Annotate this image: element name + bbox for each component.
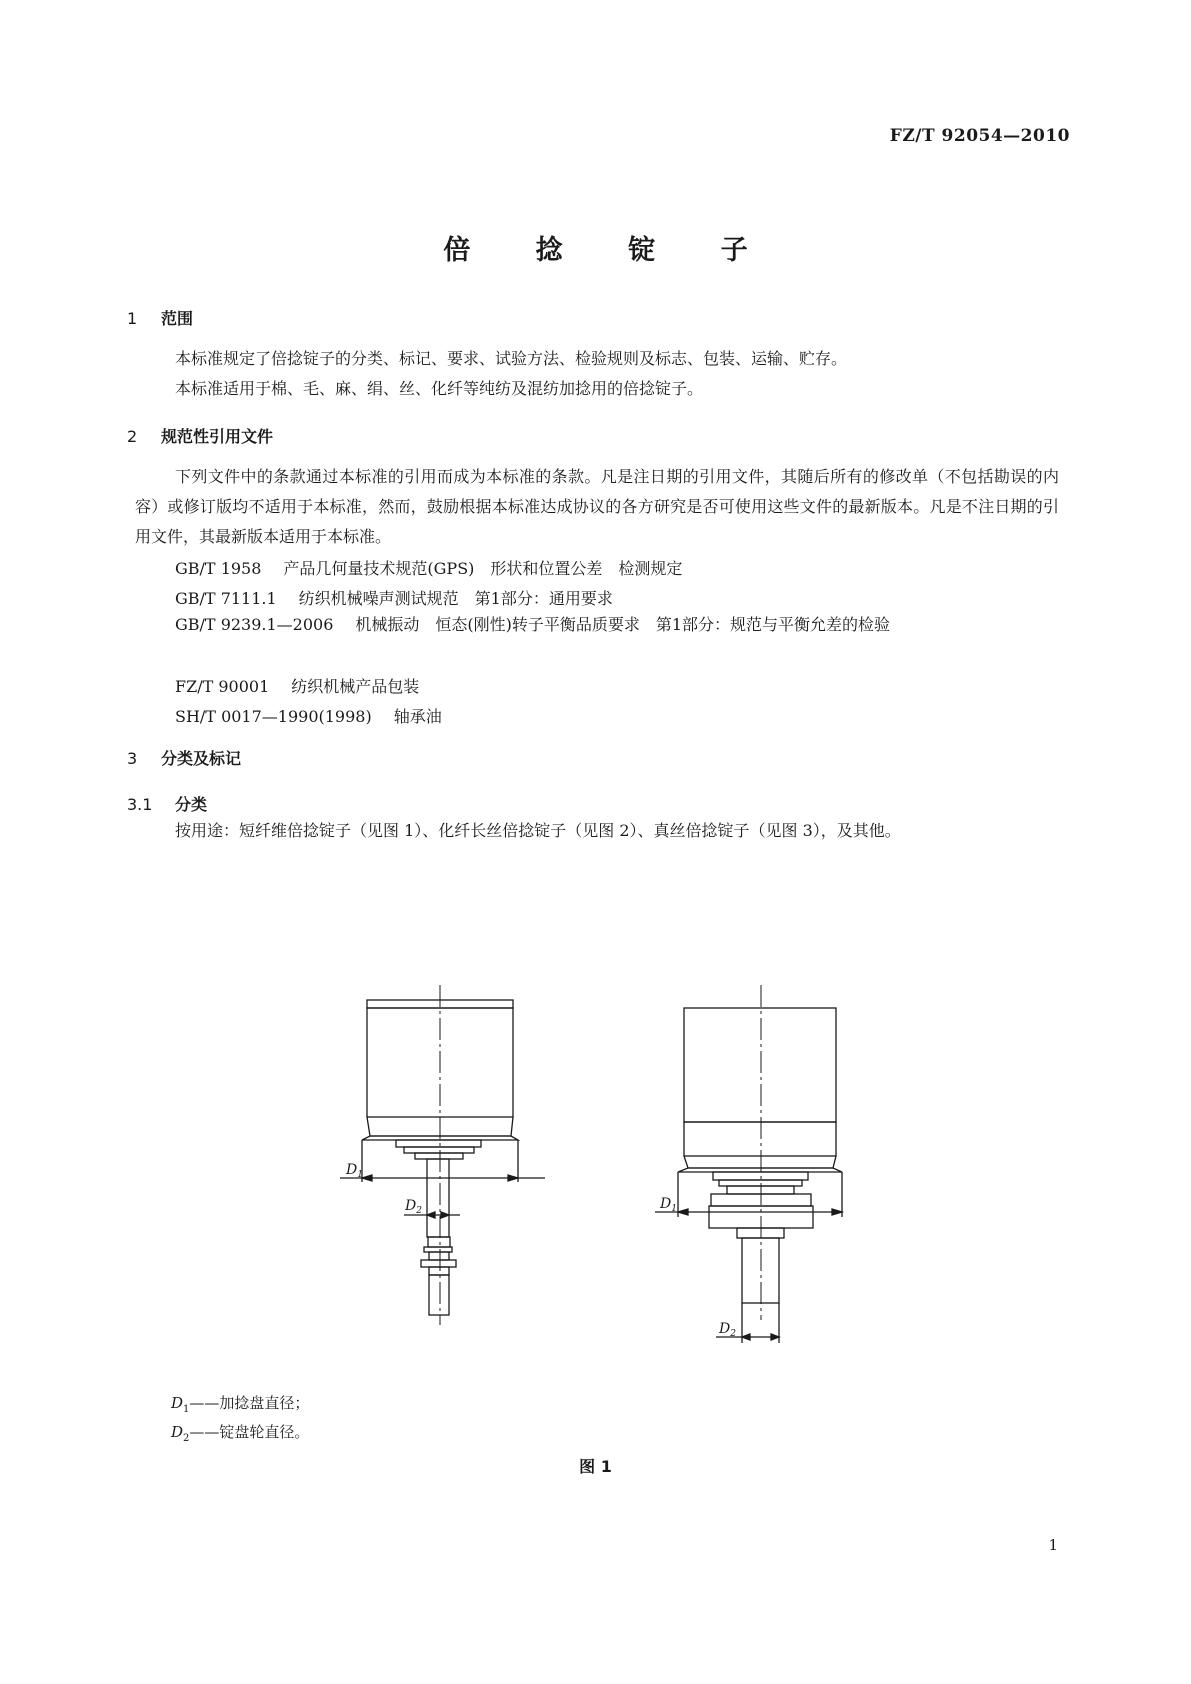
reference-title: 轴承油 (393, 707, 442, 726)
legend-subscript: 1 (183, 1404, 190, 1415)
dimension-label-d1: $D_1$ (660, 1196, 677, 1214)
reference-code: GB/T 1958 (175, 559, 262, 578)
dimension-label-d2: $D_2$ (719, 1321, 736, 1339)
paragraph: 本标准适用于棉、毛、麻、绢、丝、化纤等纯纺及混纺加捻用的倍捻锭子。 (175, 379, 704, 398)
section-number: 3 (127, 749, 138, 768)
section-number: 1 (127, 309, 138, 328)
spindle-left (340, 1000, 545, 1315)
reference-title: 机械振动 恒态(刚性)转子平衡品质要求 第1部分：规范与平衡允差的检验 (355, 615, 891, 634)
figure-legend-item (171, 1392, 309, 1415)
spindle-right (655, 1008, 842, 1343)
legend-text: ——锭盘轮直径。 (189, 1423, 310, 1441)
reference-title: 产品几何量技术规范(GPS) 形状和位置公差 检测规定 (283, 559, 683, 578)
reference-code: SH/T 0017—1990(1998) (175, 707, 372, 726)
legend-symbol: D (171, 1423, 184, 1441)
figure-legend-item (171, 1421, 309, 1444)
section-title: 分类及标记 (161, 749, 242, 768)
subsection-title: 分类 (175, 795, 208, 814)
section-title: 范围 (161, 309, 194, 328)
reference-title: 纺织机械产品包装 (291, 677, 420, 696)
section-title: 规范性引用文件 (161, 427, 274, 446)
reference-title: 纺织机械噪声测试规范 第1部分：通用要求 (298, 589, 613, 608)
legend-text: ——加捻盘直径； (189, 1394, 310, 1412)
subsection-number: 3.1 (127, 795, 153, 814)
reference-code: GB/T 9239.1—2006 (175, 615, 334, 634)
reference-code: GB/T 7111.1 (175, 589, 277, 608)
legend-symbol: D (171, 1394, 184, 1412)
dimension-label-d2: $D_2$ (405, 1198, 422, 1216)
standard-code: FZ/T 92054—2010 (889, 126, 1070, 146)
paragraph: 本标准规定了倍捻锭子的分类、标记、要求、试验方法、检验规则及标志、包装、运输、贮存。 (175, 349, 848, 368)
paragraph: 下列文件中的条款通过本标准的引用而成为本标准的条款。凡是注日期的引用文件，其随后所有的修改单（不包括勘误的内容）或修订版均不适用于本标准，然而，鼓励根据本标准达成协议的各方研究是否可使用这些文件的最新版本。凡是不注日期的引用文件，其最新版本适用于本标准。 (135, 467, 1059, 546)
paragraph: 按用途：短纤维倍捻锭子（见图 1）、化纤长丝倍捻锭子（见图 2）、真丝倍捻锭子（见图 3），及其他。 (175, 821, 901, 840)
legend-subscript: 2 (183, 1433, 190, 1444)
section-number: 2 (127, 427, 138, 446)
reference-code: FZ/T 90001 (175, 677, 270, 696)
document-title: 倍 捻 锭 子 (443, 235, 776, 266)
page-number: 1 (1048, 1536, 1058, 1554)
dimension-label-d1: $D_1$ (346, 1162, 363, 1180)
figure-caption: 图 1 (579, 1457, 612, 1476)
